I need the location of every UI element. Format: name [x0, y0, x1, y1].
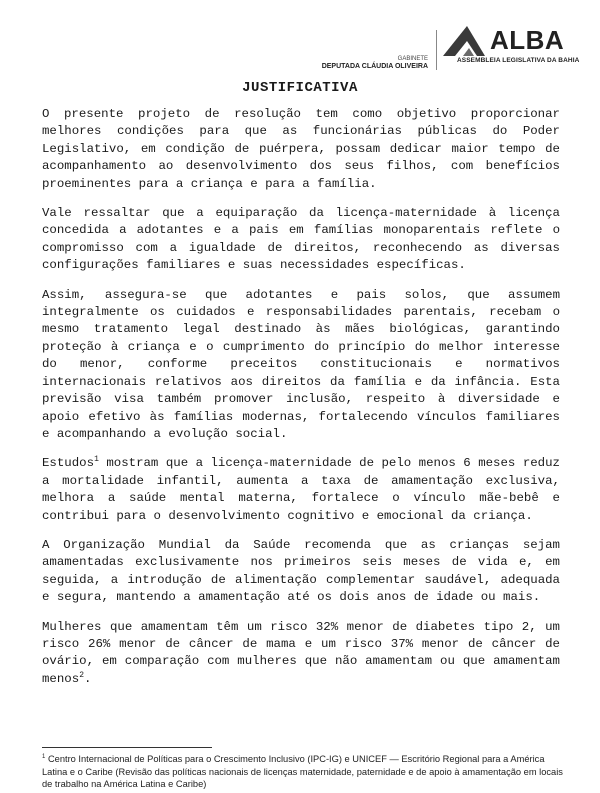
footnote-marker: 1: [42, 753, 46, 760]
alba-subtitle: ASSEMBLEIA LEGISLATIVA DA BAHIA: [457, 57, 580, 64]
document-body: [42, 106, 560, 700]
paragraph-4-start: Estudos: [42, 456, 95, 471]
paragraph-6: [42, 619, 560, 689]
paragraph-6-text: Mulheres que amamentam têm um risco 32% menor de diabetes tipo 2, um risco 26% menor de câncer de mama e um risco 37% menor de câncer de ovário, em comparação com mulheres que não amamentam ou que amamentam menos: [42, 619, 560, 686]
footnote-separator: [42, 747, 212, 748]
footnote-1: [42, 753, 564, 791]
footnote-ref-2: 2: [79, 670, 84, 680]
deputada-name: DEPUTADA CLÁUDIA OLIVEIRA: [321, 63, 428, 70]
paragraph-4: [42, 455, 560, 525]
footnote-ref-1: 1: [94, 455, 99, 465]
paragraph-2: Vale ressaltar que a equiparação da licença-maternidade à licença concedida a adotantes e a pais em famílias monoparentais reflete o compromisso com a igualdade de direitos, reconhecendo as diversas configurações familiares e suas necessidades específicas.: [42, 206, 560, 273]
paragraph-4-rest: mostram que a licença-maternidade de pelo menos 6 meses reduz a mortalidade infantil, aumenta a taxa de amamentação exclusiva, melhora a saúde mental materna, fortalece o vínculo mãe-bebê e contribui para o desenvolvimento cognitivo e emocional da criança.: [42, 456, 560, 523]
paragraph-5: A Organização Mundial da Saúde recomenda que as crianças sejam amamentadas exclusivamente nos primeiros seis meses de vida e, em seguida, a introdução de alimentação complementar saudável, adequada e segura, mantendo a amamentação até os dois anos de idade ou mais.: [42, 537, 560, 605]
document-title: JUSTIFICATIVA: [242, 80, 358, 96]
alba-logo-text: ALBA: [490, 25, 565, 55]
paragraph-6-end: .: [84, 671, 92, 686]
gabinete-label: GABINETE: [397, 56, 428, 62]
alba-triangle-logo-icon: [441, 24, 487, 58]
paragraph-1: O presente projeto de resolução tem como objetivo proporcionar melhores condições para que as funcionárias públicas do Poder Legislativo, em condição de puérpera, possam dedicar maior tempo de acompanhamento ao desenvolvimento dos seus filhos, com benefícios proeminentes para a criança e para a família.: [42, 107, 560, 191]
page-header: [0, 0, 600, 75]
gabinete-block: [322, 55, 428, 71]
header-divider: [436, 30, 437, 70]
footnote-text: Centro Internacional de Políticas para o Crescimento Inclusivo (IPC-IG) e UNICEF — Escritório Regional para a América Latina e o Caribe (Revisão das políticas nacionais de licenças maternidade, paternidade e de apoio à amamentação em locais de trabalho na América Latina e Caribe): [42, 754, 563, 789]
paragraph-3: Assim, assegura-se que adotantes e pais solos, que assumem integralmente os cuidados e responsabilidades parentais, recebam o mesmo tratamento legal destinado às mães biológicas, garantindo proteção à criança e o cumprimento do princípio do melhor interesse do menor, conforme preceitos constitucionais e normativos internacionais relativos aos direitos da família e da infância. Esta previsão visa também promover inclusão, respeito à diversidade e apoio efetivo às famílias modernas, fortalecendo vínculos familiares e acompanhando a evolução social.: [42, 287, 560, 441]
